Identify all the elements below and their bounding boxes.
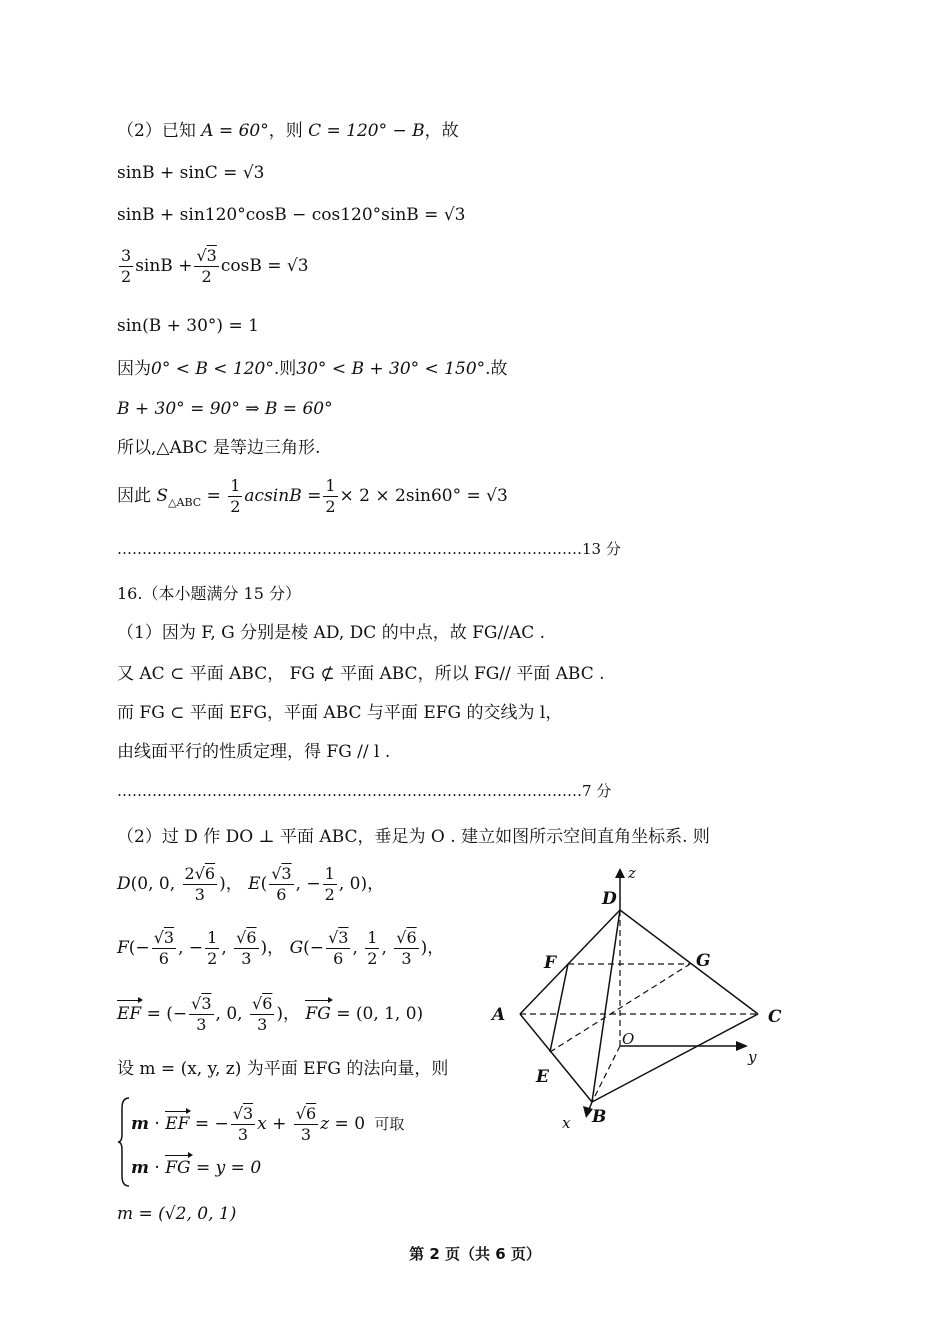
fraction-half-2: $\frac{1}{2}$ <box>325 476 336 516</box>
label-o: O <box>622 1030 635 1048</box>
range-b30: 30° < B + 30° < 150° <box>296 359 486 379</box>
pyramid-figure <box>490 860 790 1130</box>
given-angle-a: A = 60° <box>201 121 269 141</box>
system-row-2: m · FG = y = 0 <box>131 1158 262 1178</box>
eq3-mid: sinB + <box>135 256 193 276</box>
edge-fe <box>550 964 568 1052</box>
equation-4: sin(B + 30°) = 1 <box>117 316 259 336</box>
label-y: y <box>748 1048 757 1066</box>
can-take-label: 可取 <box>374 1115 405 1133</box>
label-b: B <box>592 1107 607 1127</box>
sys1-tail: = 0 <box>334 1114 366 1134</box>
q16-p5: （2）过 D 作 DO ⊥ 平面 ABC，垂足为 O . 建立如图所示空间直角坐标系. 则 <box>117 827 710 847</box>
equilateral-line: 所以,△ABC 是等边三角形. <box>117 438 321 458</box>
label-g: G <box>696 951 711 971</box>
result-m: m = (√2, 0, 1) <box>117 1204 237 1224</box>
edge-dc <box>620 910 758 1014</box>
area-mid: acsinB = <box>244 486 322 506</box>
sys2-tail: = y = 0 <box>196 1158 262 1178</box>
q16-p4: 由线面平行的性质定理，得 FG // l . <box>117 742 391 762</box>
range-b: 0° < B < 120° <box>151 359 274 379</box>
given-angle-c: C = 120° − B <box>308 121 425 141</box>
label-d: D <box>602 889 617 909</box>
label-f: F <box>544 953 557 973</box>
page-footer: 第 2 页（共 6 页） <box>409 1245 541 1263</box>
equation-2: sinB + sin120°cosB − cos120°sinB = √3 <box>117 205 466 225</box>
area-line: 因此 $S_{\triangle ABC}$ = $\frac{1}{2}$ acsinB = $\frac{1}{2}$ × 2 × 2sin60° = √3 <box>117 476 508 516</box>
q16-p3: 而 FG ⊂ 平面 EFG，平面 ABC 与平面 EFG 的交线为 l， <box>117 703 563 723</box>
part2-given-line <box>117 120 459 142</box>
fraction-half-1: $\frac{1}{2}$ <box>230 476 241 516</box>
y-arrow-icon <box>736 1041 748 1051</box>
q16-p2: 又 AC ⊂ 平面 ABC， FG ⊄ 平面 ABC，所以 FG// 平面 ABC . <box>117 664 605 684</box>
eq3-tail: cosB = √3 <box>220 256 309 276</box>
fraction-sqrt3-over-2: $\frac{√3}{2}$ <box>196 246 217 286</box>
range-line <box>117 358 508 380</box>
score-13-line: …………………………………………………………………………………13 分 <box>117 540 621 558</box>
range-post: .故 <box>485 359 508 379</box>
label-e: E <box>536 1067 549 1087</box>
conclude-b-line: B + 30° = 90° ⇒ B = 60° <box>117 399 333 419</box>
edge-cb <box>592 1014 758 1102</box>
label-x: x <box>562 1114 571 1130</box>
equation-1: sinB + sinC = √3 <box>117 163 265 183</box>
system-row-1: m · EF = − $\frac{√3}{3}$ x + $\frac{√6}{3}$ z = 0 可取 <box>131 1104 405 1144</box>
part2-intro: （2）已知 <box>117 121 196 141</box>
q16-heading: 16.（本小题满分 15 分） <box>117 584 301 603</box>
range-pre: 因为 <box>117 359 151 379</box>
coords-d-e: D(0, 0, $\frac{2√6}{3}$ )， E( $\frac{√3}{6}$ , − $\frac{1}{2}$ , 0)， <box>117 864 385 904</box>
brace-icon <box>117 1096 131 1188</box>
then-word: ，则 <box>268 121 303 141</box>
area-pre: 因此 <box>117 486 151 506</box>
so-word: ，故 <box>424 121 459 141</box>
area-tail: × 2 × 2sin60° = √3 <box>339 486 508 506</box>
score-7-line: …………………………………………………………………………………7 分 <box>117 782 612 800</box>
edge-ab <box>520 1014 592 1102</box>
label-a: A <box>492 1005 506 1025</box>
equation-3 <box>117 246 309 287</box>
range-mid: .则 <box>273 359 297 379</box>
vectors-ef-fg: EF = (− $\frac{√3}{3}$ , 0, $\frac{√6}{3}$ )， FG = (0, 1, 0) <box>117 994 424 1034</box>
q16-p1: （1）因为 F, G 分别是棱 AD, DC 的中点，故 FG//AC . <box>117 623 546 643</box>
coords-f-g: F(− $\frac{√3}{6}$ , − $\frac{1}{2}$ , $\frac{√6}{3}$ )， G(− $\frac{√3}{6}$ , $\frac{1}{2}$ , $\frac{√6}{3}$ )， <box>117 928 445 968</box>
label-c: C <box>768 1007 782 1027</box>
z-arrow-icon <box>615 868 625 878</box>
edge-eg-dashed <box>550 964 690 1052</box>
normal-intro: 设 m = (x, y, z) 为平面 EFG 的法向量，则 <box>117 1059 449 1079</box>
fraction-3-over-2: $\frac{3}{2}$ <box>121 246 132 286</box>
label-z: z <box>628 864 636 882</box>
edge-da <box>520 910 620 1014</box>
